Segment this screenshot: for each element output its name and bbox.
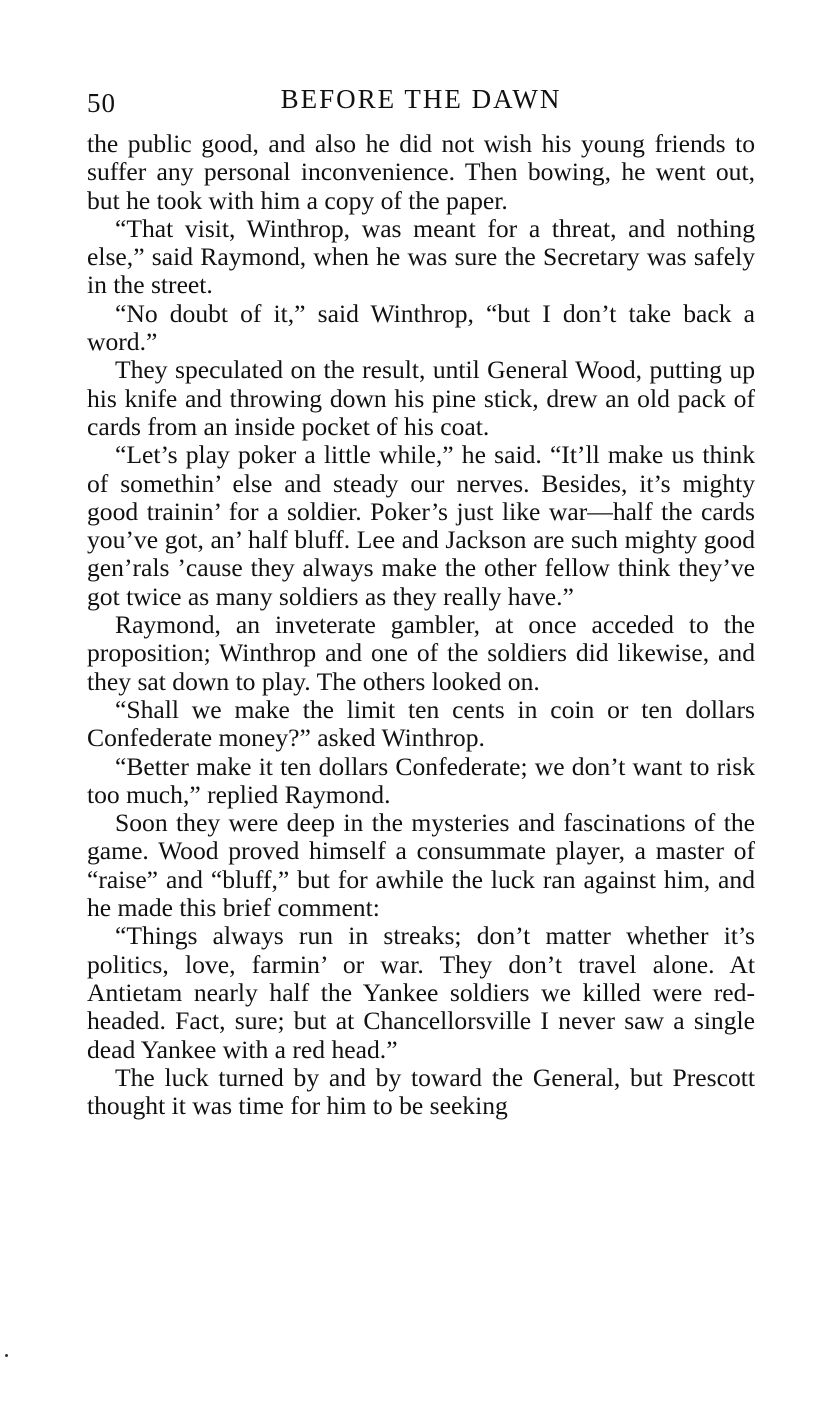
book-page — [87, 84, 755, 1120]
paragraph: Raymond, an inveterate gambler, at once acceded to the proposition; Winthrop and one of the soldiers did likewise, and they sat down to play. The others looked on. — [87, 610, 755, 696]
paragraph: They speculated on the result, until General Wood, putting up his knife and throwing down his pine stick, drew an old pack of cards from an inside pocket of his coat. — [87, 355, 755, 441]
paragraph: “No doubt of it,” said Winthrop, “but I don’t take back a word.” — [87, 298, 755, 357]
paragraph: “Let’s play poker a little while,” he said. “It’ll make us think of somethin’ else and steady our nerves. Besides, it’s mighty good trainin’ for a soldier. Poker’s just like war—half the cards you’ve got, an’ half bluff. Lee and Jackson are such mighty good gen’rals ’cause they always make the other fellow think they’ve got twice as many soldiers as they really have.” — [87, 440, 755, 611]
paragraph: “Better make it ten dollars Confederate; we don’t want to risk too much,” replied Raymond. — [87, 751, 755, 809]
paragraph: The luck turned by and by toward the General, but Prescott thought it was time for him to be seeking — [87, 1062, 755, 1121]
body-text — [87, 130, 755, 1120]
running-title: BEFORE THE DAWN — [280, 84, 562, 114]
paragraph: “Things always run in streaks; don’t matter whether it’s politics, love, farmin’ or war. They don’t travel alone. At Antietam nearly half the Yankee soldiers we killed were red-headed. Fact, sure; but at Chancellorsville I never saw a single dead Yankee with a red head.” — [87, 921, 755, 1064]
paragraph: “That visit, Winthrop, was meant for a threat, and nothing else,” said Raymond, when he was sure the Secretary was safely in the street. — [87, 213, 755, 300]
page-header — [87, 84, 755, 130]
page-number: 50 — [87, 88, 116, 118]
paragraph: “Shall we make the limit ten cents in coin or ten dollars Confederate money?” asked Winthrop. — [87, 694, 755, 753]
paragraph-continued: the public good, and also he did not wish his young friends to suffer any personal inconvenience. Then bowing, he went out, but he took with him a copy of the paper. — [87, 129, 755, 215]
paragraph: Soon they were deep in the mysteries and fascinations of the game. Wood proved himself a consummate player, a master of “raise” and “bluff,” but for awhile the luck ran against him, and he made this brief comment: — [87, 808, 755, 923]
scan-speck — [5, 1354, 8, 1357]
